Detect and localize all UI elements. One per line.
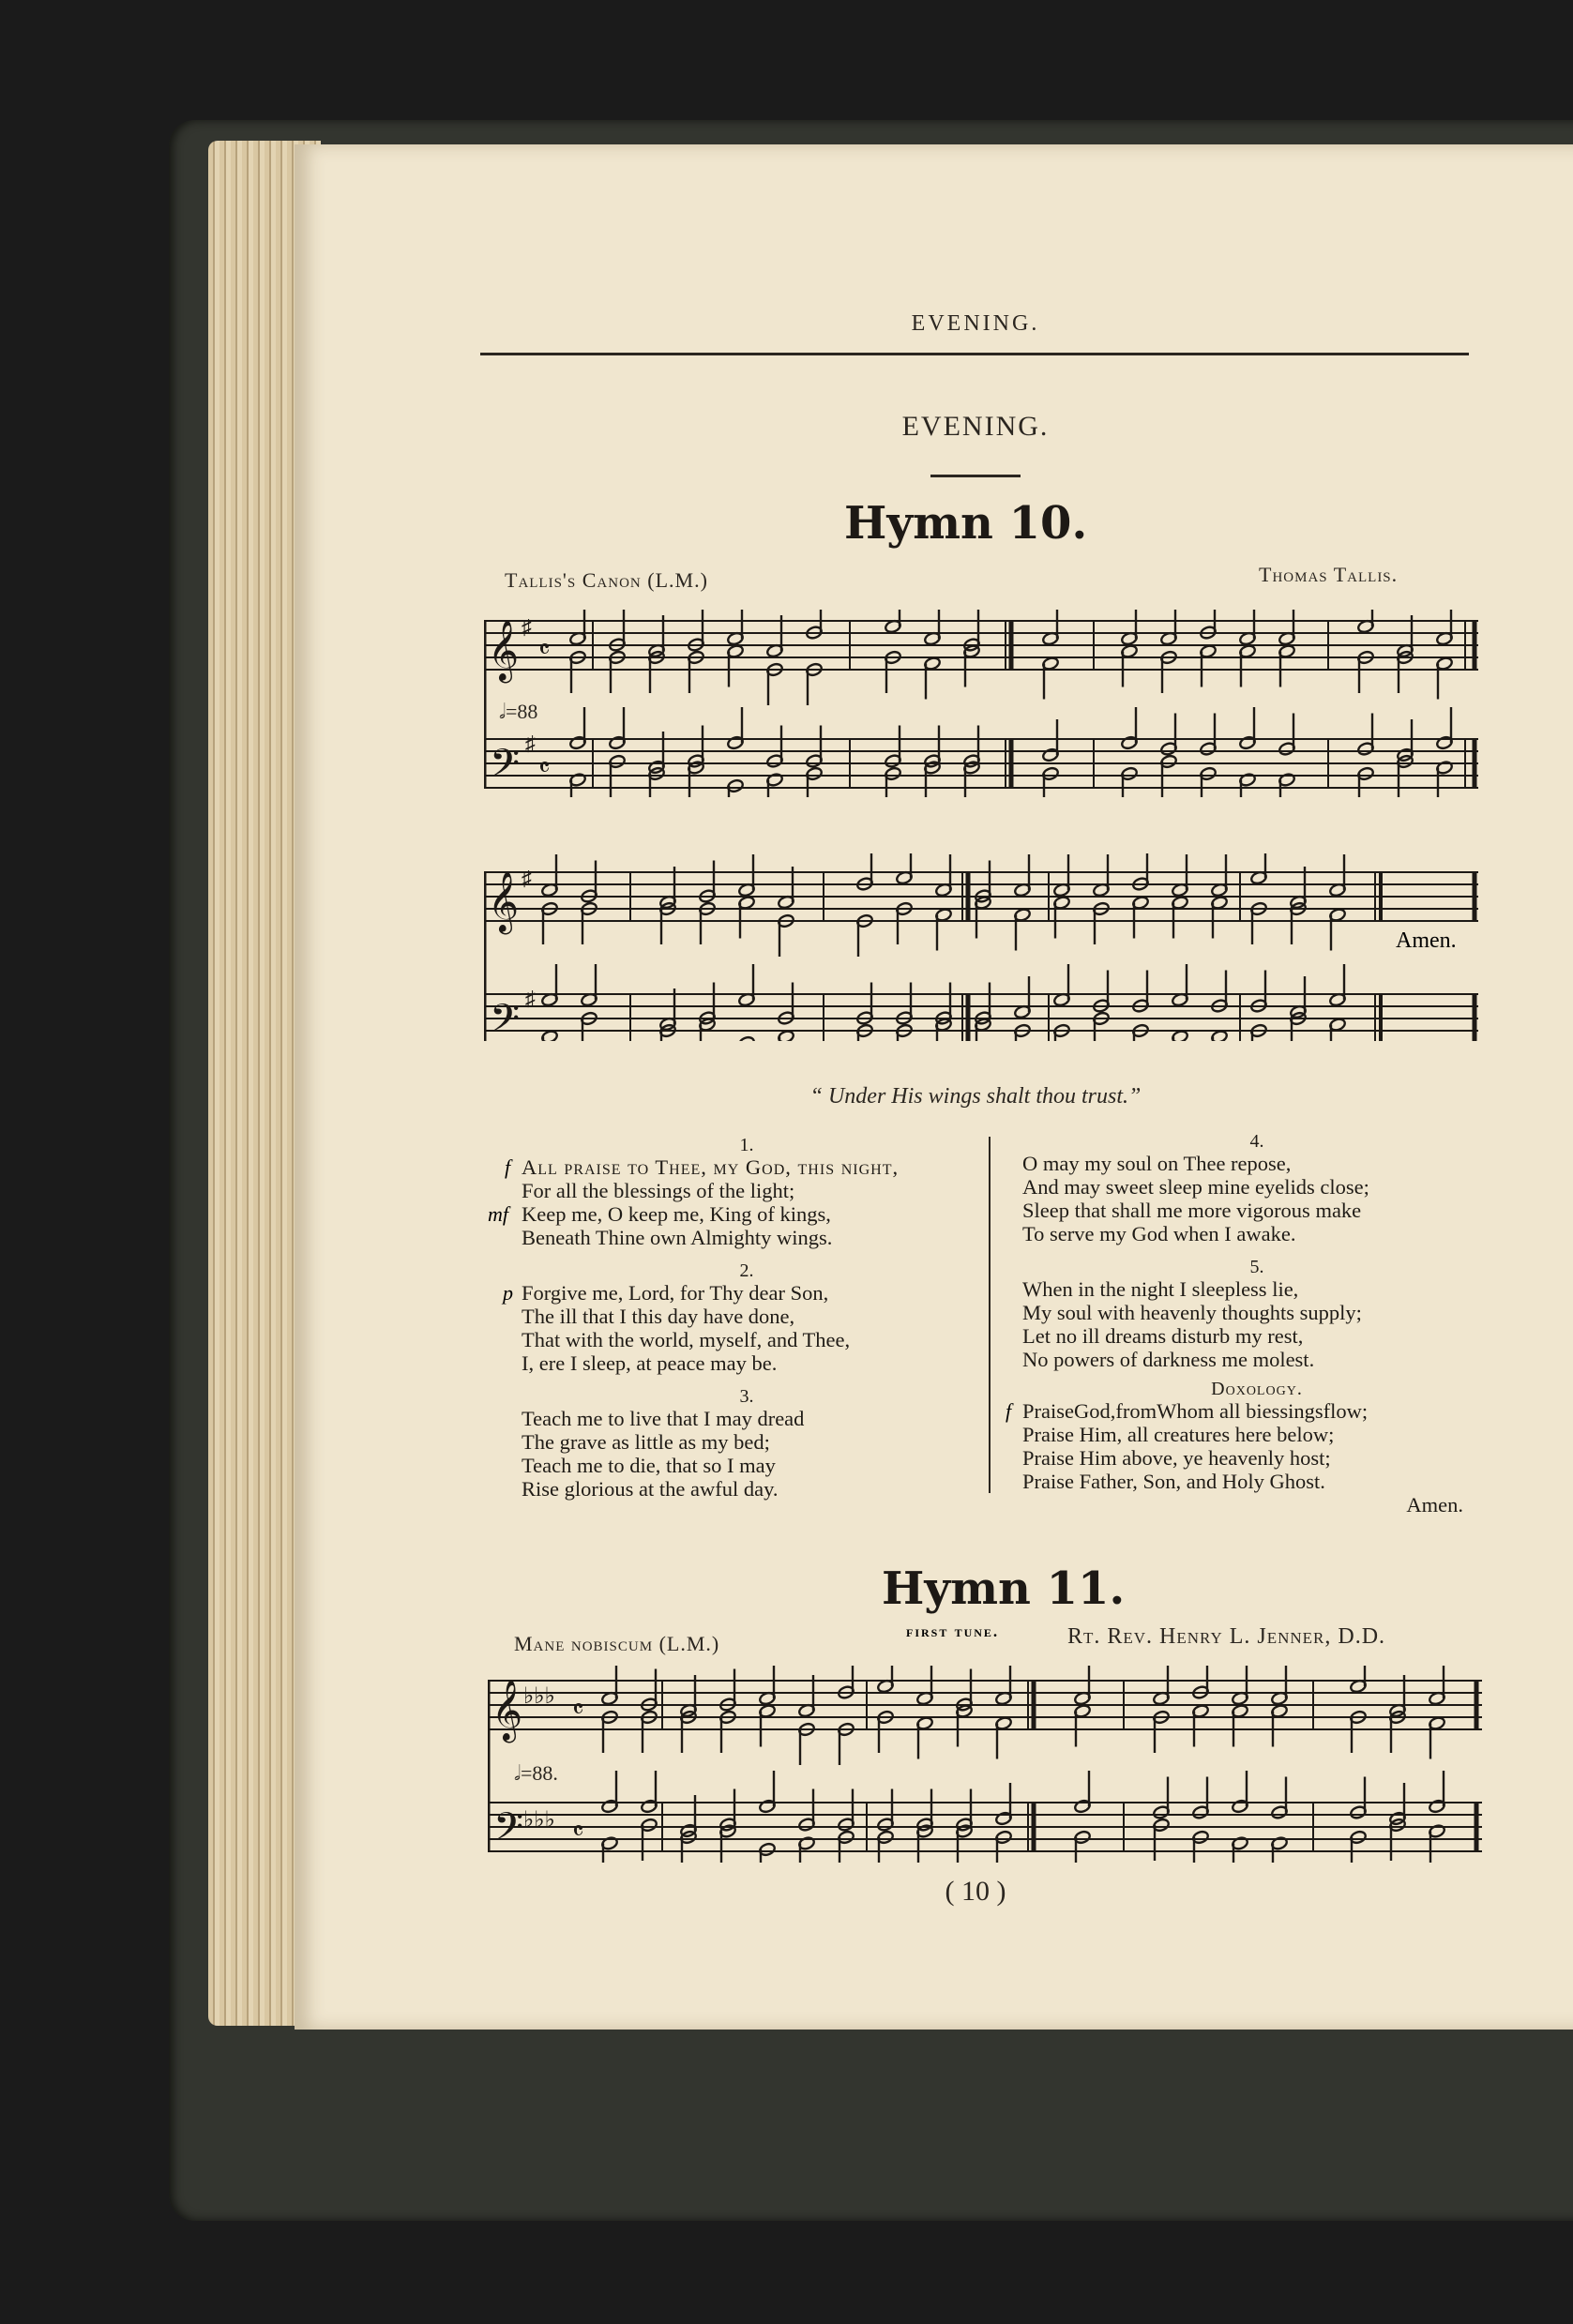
verse-line: Beneath Thine own Almighty wings.	[522, 1226, 833, 1249]
dynamic-mark: f	[1006, 1399, 1012, 1423]
svg-text:𝄞: 𝄞	[492, 1680, 523, 1741]
verse-line: The ill that I this day have done,	[522, 1305, 795, 1328]
hymn-10-epigraph: “ Under His wings shalt thou trust.”	[809, 1084, 1142, 1109]
svg-text:♭♭♭: ♭♭♭	[523, 1684, 555, 1709]
verse-line: All praise to Thee, my God, this night,	[522, 1155, 900, 1179]
verse-line: That with the world, myself, and Thee,	[522, 1328, 851, 1351]
verse-line: Sleep that shall me more vigorous make	[1022, 1199, 1362, 1222]
verse-line: And may sweet sleep mine eyelids close;	[1022, 1175, 1369, 1199]
column-divider	[989, 1137, 991, 1493]
verse-line: PraiseGod,fromWhom all biessingsflow;	[1022, 1399, 1369, 1423]
dynamic-mark: f	[505, 1155, 511, 1179]
verse-5	[1022, 1257, 1491, 1371]
half-note-icon: 𝅗𝅥	[499, 700, 506, 723]
hymn-11-first-tune: first tune.	[906, 1622, 1000, 1640]
verse-line: Forgive me, Lord, for Thy dear Son,	[522, 1281, 829, 1305]
svg-text:𝄞: 𝄞	[488, 620, 520, 681]
verse-number: 4.	[1249, 1131, 1264, 1152]
verse-line: For all the blessings of the light;	[522, 1179, 795, 1202]
svg-text:𝄴: 𝄴	[538, 754, 551, 783]
verse-line: Rise glorious at the awful day.	[522, 1477, 779, 1501]
verse-line: Keep me, O keep me, King of kings,	[522, 1202, 831, 1226]
verse-line: No powers of darkness me molest.	[1022, 1348, 1315, 1371]
verse-1	[522, 1135, 972, 1249]
verse-line: Praise Him above, ye heavenly host;	[1022, 1446, 1331, 1470]
verse-line: Let no ill dreams disturb my rest,	[1022, 1324, 1304, 1348]
verse-number: 2.	[739, 1260, 754, 1281]
svg-text:𝄴: 𝄴	[538, 636, 551, 665]
verse-number: 3.	[739, 1386, 754, 1407]
section-title: EVENING.	[901, 411, 1050, 442]
verse-line: The grave as little as my bed;	[522, 1430, 770, 1454]
header-rule	[480, 353, 1469, 355]
hymn-10-amen-label: Amen.	[1396, 928, 1457, 953]
hymn-10-score-system-2	[484, 853, 1488, 1041]
verse-line: Teach me to live that I may dread	[522, 1407, 805, 1430]
half-note-icon: 𝅗𝅥	[514, 1761, 521, 1785]
svg-text:𝄞: 𝄞	[488, 871, 520, 932]
verse-line: Teach me to die, that so I may	[522, 1454, 776, 1477]
page-number: ( 10 )	[945, 1876, 1006, 1907]
doxology-amen: Amen.	[1406, 1493, 1463, 1517]
hymn-10-composer: Thomas Tallis.	[1259, 563, 1399, 586]
hymn-11-tune: Mane nobiscum (L.M.)	[514, 1632, 720, 1655]
verse-3	[522, 1386, 972, 1501]
hymn-10-tune: Tallis's Canon (L.M.)	[505, 568, 708, 592]
svg-text:♭♭♭: ♭♭♭	[523, 1808, 555, 1833]
verse-number: 5.	[1249, 1257, 1264, 1277]
verse-line: Praise Father, Son, and Holy Ghost.	[1022, 1470, 1325, 1493]
svg-text:𝄴: 𝄴	[572, 1818, 584, 1847]
verse-number: 1.	[739, 1135, 754, 1155]
svg-text:𝄴: 𝄴	[572, 1696, 584, 1725]
tempo-value: =88.	[521, 1761, 558, 1785]
svg-text:♯: ♯	[525, 987, 536, 1010]
hymn-11-title: Hymn 11.	[882, 1562, 1126, 1615]
svg-text:𝄢: 𝄢	[490, 741, 521, 795]
hymn-11-score-system-1	[488, 1666, 1491, 1863]
doxology	[1022, 1379, 1491, 1517]
hymn-10-score-system-1	[484, 610, 1488, 797]
note-head	[738, 1035, 756, 1041]
verse-line: My soul with heavenly thoughts supply;	[1022, 1301, 1362, 1324]
running-head: EVENING.	[911, 311, 1040, 336]
hymn-10-title: Hymn 10.	[844, 497, 1088, 550]
tempo-value: =88	[506, 700, 538, 723]
verse-2	[522, 1260, 972, 1375]
verse-line: I, ere I sleep, at peace may be.	[522, 1351, 778, 1375]
verse-line: O may my soul on Thee repose,	[1022, 1152, 1292, 1175]
doxology-title: Doxology.	[1211, 1379, 1303, 1399]
verse-line: Praise Him, all creatures here below;	[1022, 1423, 1335, 1446]
dynamic-mark: p	[503, 1281, 513, 1305]
svg-text:♯: ♯	[522, 615, 532, 639]
svg-text:♯: ♯	[525, 732, 536, 755]
verse-line: When in the night I sleepless lie,	[1022, 1277, 1299, 1301]
verse-4	[1022, 1131, 1491, 1245]
hymn-11-tempo	[514, 1761, 558, 1786]
svg-text:𝄢: 𝄢	[490, 996, 521, 1041]
hymn-11-composer: Rt. Rev. Henry L. Jenner, D.D.	[1067, 1624, 1386, 1649]
svg-text:♯: ♯	[522, 867, 532, 890]
verse-line: To serve my God when I awake.	[1022, 1222, 1296, 1245]
dynamic-mark: mf	[488, 1202, 508, 1226]
section-rule	[930, 475, 1021, 477]
hymn-10-tempo	[499, 700, 537, 724]
svg-text:𝄢: 𝄢	[493, 1804, 524, 1859]
